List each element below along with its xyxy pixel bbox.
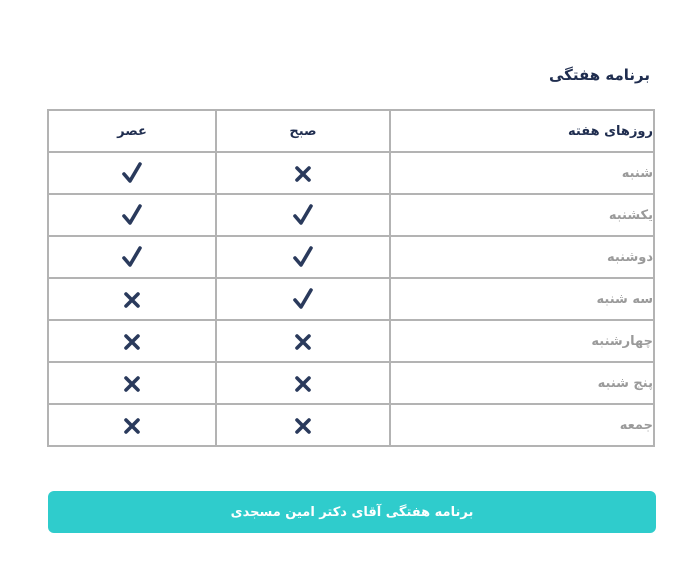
day-cell: یکشنبه (390, 194, 654, 236)
check-icon (122, 163, 142, 182)
evening-cell (48, 278, 216, 320)
cross-icon (123, 373, 141, 392)
day-cell: شنبه (390, 152, 654, 194)
morning-cell (216, 320, 390, 362)
evening-cell (48, 194, 216, 236)
morning-cell (216, 236, 390, 278)
header-days: روزهای هفته (390, 110, 654, 152)
evening-cell (48, 320, 216, 362)
weekly-schedule-table (47, 109, 655, 447)
day-cell: دوشنبه (390, 236, 654, 278)
day-cell: سه شنبه (390, 278, 654, 320)
evening-cell (48, 236, 216, 278)
header-evening: عصر (48, 110, 216, 152)
table-row (48, 152, 654, 194)
day-cell: جمعه (390, 404, 654, 446)
morning-cell (216, 152, 390, 194)
morning-cell (216, 194, 390, 236)
header-morning: صبح (216, 110, 390, 152)
table-row (48, 320, 654, 362)
check-icon (122, 205, 142, 224)
cross-icon (294, 373, 312, 392)
table-body (48, 152, 654, 446)
table-row (48, 194, 654, 236)
day-cell: پنج شنبه (390, 362, 654, 404)
morning-cell (216, 362, 390, 404)
cross-icon (294, 163, 312, 182)
evening-cell (48, 152, 216, 194)
table-header-row (48, 110, 654, 152)
table-row (48, 278, 654, 320)
evening-cell (48, 362, 216, 404)
page-title: برنامه هفتگی (548, 66, 650, 84)
cross-icon (294, 331, 312, 350)
check-icon (293, 289, 313, 308)
check-icon (293, 205, 313, 224)
weekly-schedule-button[interactable]: برنامه هفتگی آقای دکتر امین مسجدی (48, 491, 656, 533)
morning-cell (216, 404, 390, 446)
morning-cell (216, 278, 390, 320)
cross-icon (123, 331, 141, 350)
check-icon (293, 247, 313, 266)
evening-cell (48, 404, 216, 446)
day-cell: چهارشنبه (390, 320, 654, 362)
table-row (48, 236, 654, 278)
cross-icon (123, 289, 141, 308)
cross-icon (123, 415, 141, 434)
table-row (48, 404, 654, 446)
cross-icon (294, 415, 312, 434)
check-icon (122, 247, 142, 266)
table-row (48, 362, 654, 404)
